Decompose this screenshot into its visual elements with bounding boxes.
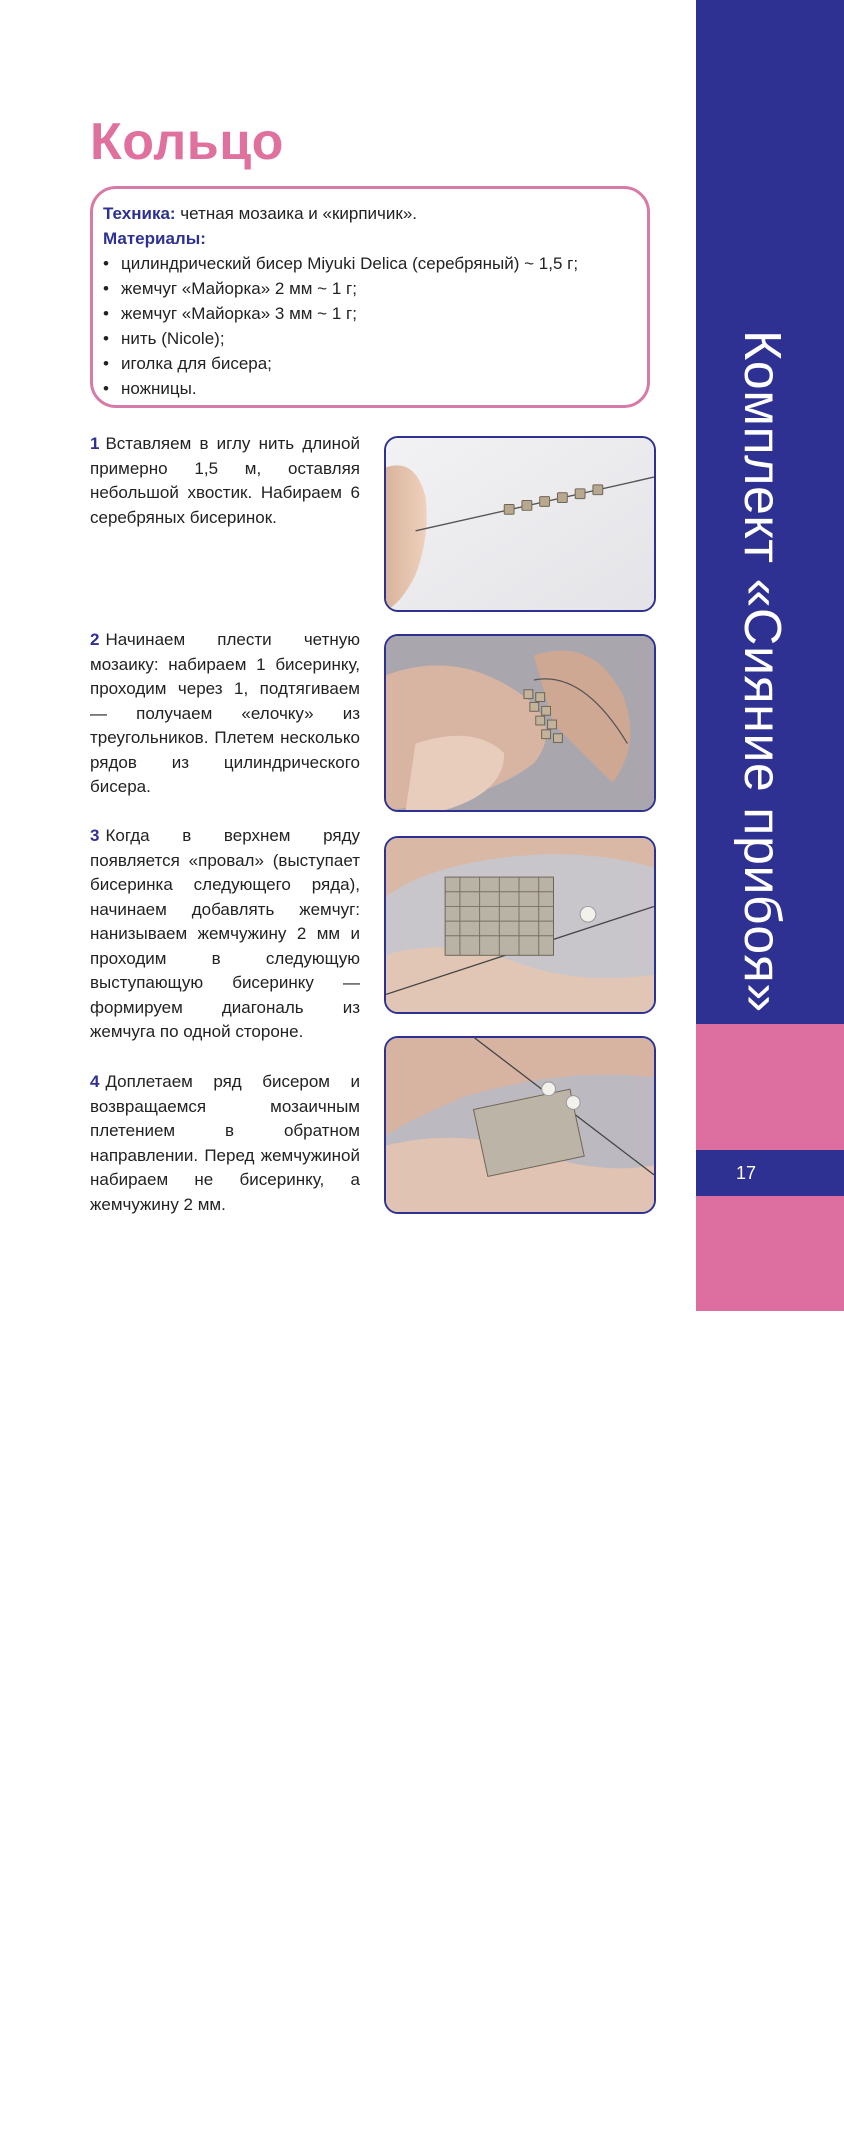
step-3-photo — [384, 836, 656, 1014]
materials-box — [90, 186, 650, 408]
step-1-photo — [384, 436, 656, 612]
step-number: 2 — [90, 630, 100, 649]
heart-needle-icon — [704, 2076, 794, 2152]
step-number: 1 — [90, 434, 100, 453]
step-description: Доплетаем ряд бисером и возвращаемся мозаичным плетением в обратном направлении. Перед жемчужиной набираем не бисеринку, а жемчужину 2 мм. — [90, 1072, 360, 1214]
step-3-text — [90, 824, 360, 1045]
step-4-photo — [384, 1036, 656, 1214]
page-title: Кольцо — [90, 113, 284, 171]
section-title-vertical: Комплект «Сияние прибоя» — [733, 330, 791, 1013]
step-number: 3 — [90, 826, 100, 845]
list-item: • жемчуг «Майорка» 2 мм ~ 1 г; — [103, 279, 357, 298]
step-2-photo — [384, 634, 656, 812]
step-4-text — [90, 1070, 360, 1217]
page-number: 17 — [736, 1163, 757, 1183]
band-pink-bottom — [696, 1196, 844, 1311]
band-navy-page — [696, 1150, 844, 1196]
list-item: • цилиндрический бисер Miyuki Delica (серебряный) ~ 1,5 г; — [103, 254, 579, 273]
step-number: 4 — [90, 1072, 100, 1091]
materials-list — [103, 251, 635, 401]
list-item: • жемчуг «Майорка» 3 мм ~ 1 г; — [103, 304, 357, 323]
technique-line — [103, 201, 635, 226]
step-2-text — [90, 628, 360, 800]
step-description: Вставляем в иглу нить длиной примерно 1,5 м, оставляя небольшой хвостик. Набираем 6 серебряных бисеринок. — [90, 434, 360, 527]
step-1-text — [90, 432, 360, 530]
technique-label: Техника: — [103, 204, 176, 223]
materials-label: Материалы: — [103, 229, 206, 248]
list-item: • нить (Nicole); — [103, 329, 225, 348]
band-pink-logo — [696, 1024, 844, 1150]
step-description: Когда в верхнем ряду появляется «провал» (выступает бисеринка следующего ряда), начинаем добавлять жемчуг: нанизываем жемчужину 2 мм и проходим в следующую выступающую бисеринку — формируем диагональ из жемчуга по одной стороне. — [90, 826, 360, 1041]
side-band — [696, 0, 844, 1311]
list-item: • иголка для бисера; — [103, 354, 272, 373]
technique-value: четная мозаика и «кирпичик». — [175, 204, 418, 223]
step-description: Начинаем плести четную мозаику: набираем 1 бисеринку, проходим через 1, подтягиваем — получаем «елочку» из треугольников. Плетем несколько рядов из цилиндрического бисера. — [90, 630, 360, 796]
list-item: • ножницы. — [103, 379, 197, 398]
